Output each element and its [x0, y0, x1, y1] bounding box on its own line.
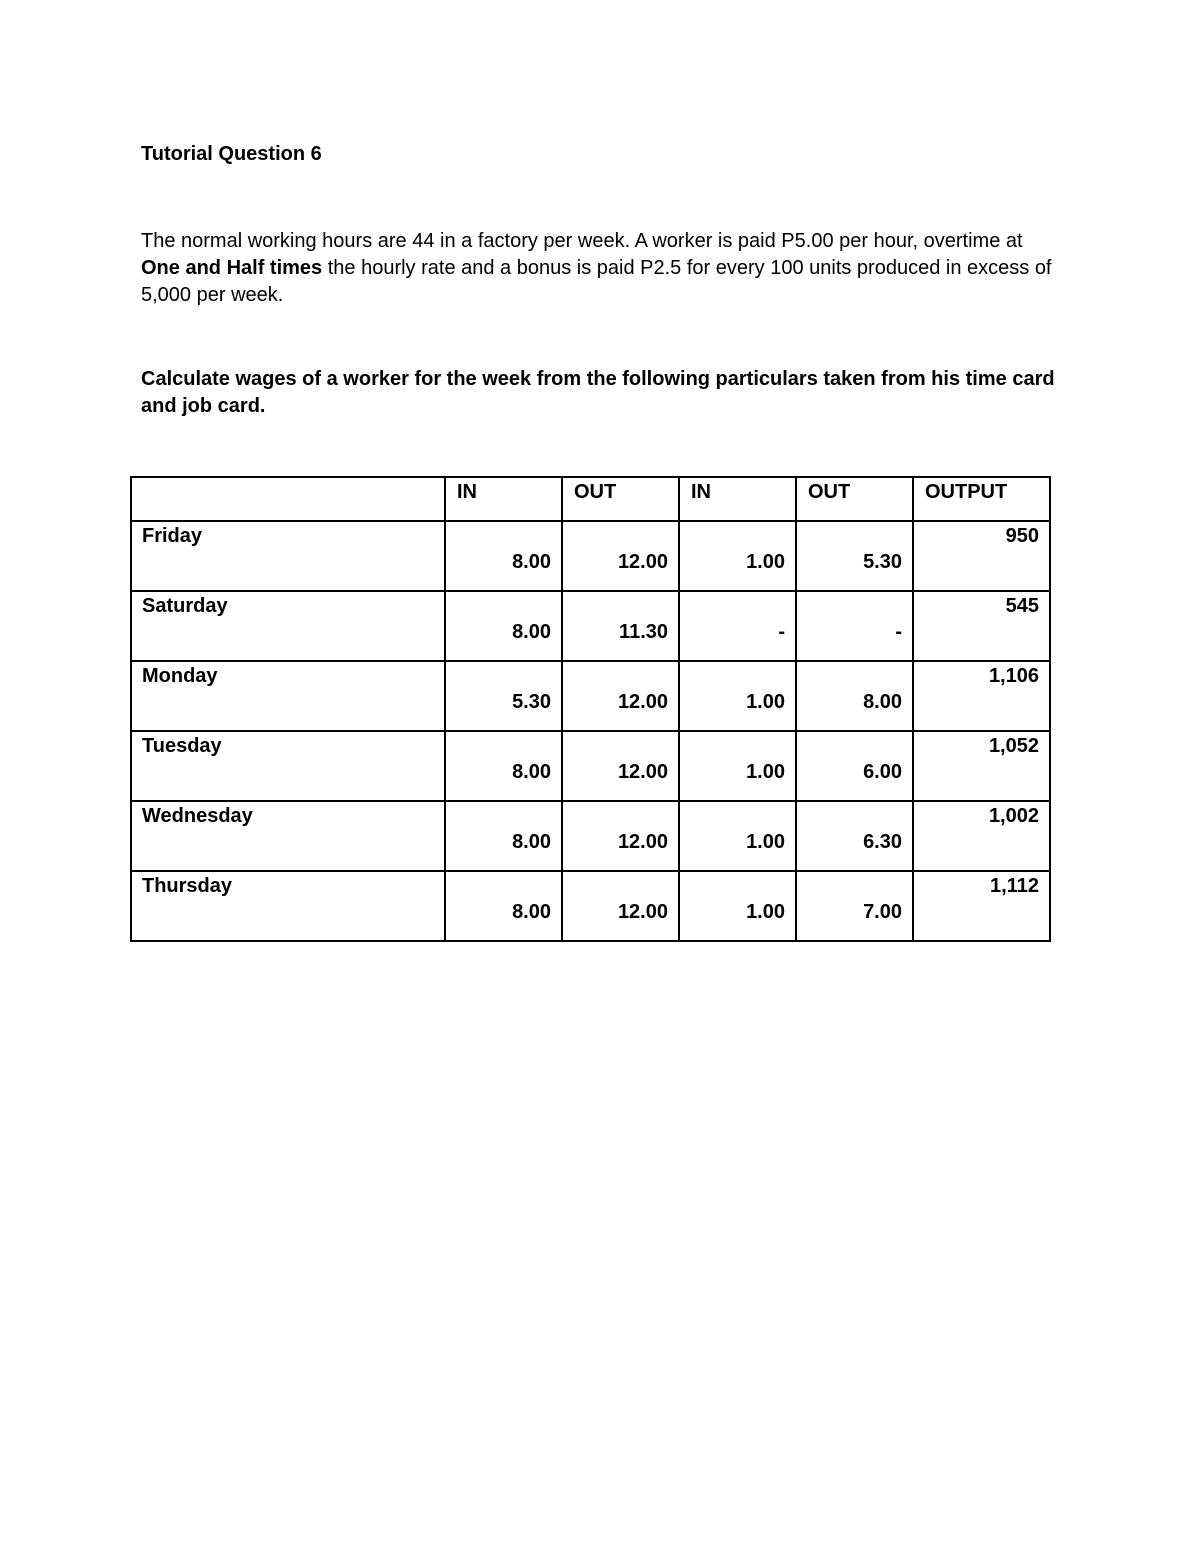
output-cell — [913, 591, 1050, 661]
out1-cell — [562, 801, 679, 871]
output-value: 950 — [1005, 525, 1039, 547]
table-row — [131, 591, 1050, 661]
out2-cell — [796, 801, 913, 871]
intro-text-part1: The normal working hours are 44 in a factory per week. A worker is paid P5.00 per hour, overtime at — [141, 230, 1023, 252]
out2-value: 5.30 — [863, 551, 902, 573]
output-cell — [913, 801, 1050, 871]
in2-cell — [679, 871, 796, 941]
day-label: Tuesday — [142, 735, 222, 757]
header-in-1: IN — [445, 477, 562, 521]
out1-value: 12.00 — [617, 691, 668, 713]
instruction-paragraph: Calculate wages of a worker for the week from the following particulars taken from his time card and job card. — [141, 368, 1055, 417]
intro-text-part2: the hourly rate and a bonus is paid P2.5 for every 100 units produced in excess of 5,000 per week. — [141, 257, 1052, 306]
header-day — [131, 477, 445, 521]
out2-value: - — [895, 621, 902, 643]
in1-value: 8.00 — [512, 621, 551, 643]
out1-value: 11.30 — [619, 621, 668, 643]
day-cell — [131, 731, 445, 801]
in2-cell — [679, 661, 796, 731]
output-value: 1,112 — [990, 875, 1039, 897]
day-label: Saturday — [142, 595, 228, 617]
in1-cell — [445, 521, 562, 591]
in2-value: 1.00 — [746, 551, 785, 573]
in2-cell — [679, 521, 796, 591]
output-value: 1,002 — [988, 805, 1039, 827]
output-cell — [913, 871, 1050, 941]
intro-text-bold: One and Half times — [141, 257, 323, 279]
output-value: 1,106 — [988, 665, 1039, 687]
day-cell — [131, 591, 445, 661]
header-output: OUTPUT — [913, 477, 1050, 521]
out2-value: 6.00 — [863, 761, 902, 783]
output-value: 1,052 — [988, 735, 1039, 757]
in1-value: 8.00 — [512, 831, 551, 853]
table-row — [131, 661, 1050, 731]
in1-value: 5.30 — [512, 691, 551, 713]
out2-cell — [796, 871, 913, 941]
day-cell — [131, 871, 445, 941]
in1-cell — [445, 661, 562, 731]
out2-value: 6.30 — [863, 831, 902, 853]
table-row — [131, 871, 1050, 941]
out1-value: 12.00 — [617, 901, 668, 923]
out1-cell — [562, 731, 679, 801]
in2-value: 1.00 — [746, 761, 785, 783]
out2-cell — [796, 661, 913, 731]
out2-cell — [796, 521, 913, 591]
in1-cell — [445, 801, 562, 871]
table-row — [131, 801, 1050, 871]
day-label: Wednesday — [142, 805, 253, 827]
out2-cell — [796, 731, 913, 801]
in1-value: 8.00 — [512, 761, 551, 783]
intro-paragraph — [141, 228, 1061, 309]
out1-cell — [562, 871, 679, 941]
header-in-2: IN — [679, 477, 796, 521]
out1-cell — [562, 521, 679, 591]
out1-value: 12.00 — [617, 831, 668, 853]
in2-value: 1.00 — [746, 831, 785, 853]
day-label: Friday — [142, 525, 203, 547]
out1-value: 12.00 — [617, 551, 668, 573]
day-cell — [131, 801, 445, 871]
time-card-table — [130, 476, 1051, 942]
day-cell — [131, 521, 445, 591]
page-title: Tutorial Question 6 — [141, 143, 322, 165]
in1-cell — [445, 731, 562, 801]
in2-cell — [679, 801, 796, 871]
header-out-1: OUT — [562, 477, 679, 521]
in2-value: 1.00 — [746, 901, 785, 923]
in1-value: 8.00 — [512, 901, 551, 923]
in1-value: 8.00 — [512, 551, 551, 573]
output-cell — [913, 731, 1050, 801]
output-cell — [913, 661, 1050, 731]
in1-cell — [445, 871, 562, 941]
out1-value: 12.00 — [617, 761, 668, 783]
header-out-2: OUT — [796, 477, 913, 521]
day-label: Thursday — [142, 875, 233, 897]
in2-value: 1.00 — [746, 691, 785, 713]
in2-cell — [679, 731, 796, 801]
out1-cell — [562, 591, 679, 661]
table-row — [131, 731, 1050, 801]
output-cell — [913, 521, 1050, 591]
table-header-row — [131, 477, 1050, 521]
out2-value: 7.00 — [863, 901, 902, 923]
table-row — [131, 521, 1050, 591]
out1-cell — [562, 661, 679, 731]
out2-value: 8.00 — [863, 691, 902, 713]
in1-cell — [445, 591, 562, 661]
day-label: Monday — [142, 665, 218, 687]
out2-cell — [796, 591, 913, 661]
in2-cell — [679, 591, 796, 661]
in2-value: - — [778, 621, 785, 643]
output-value: 545 — [1005, 595, 1039, 617]
day-cell — [131, 661, 445, 731]
